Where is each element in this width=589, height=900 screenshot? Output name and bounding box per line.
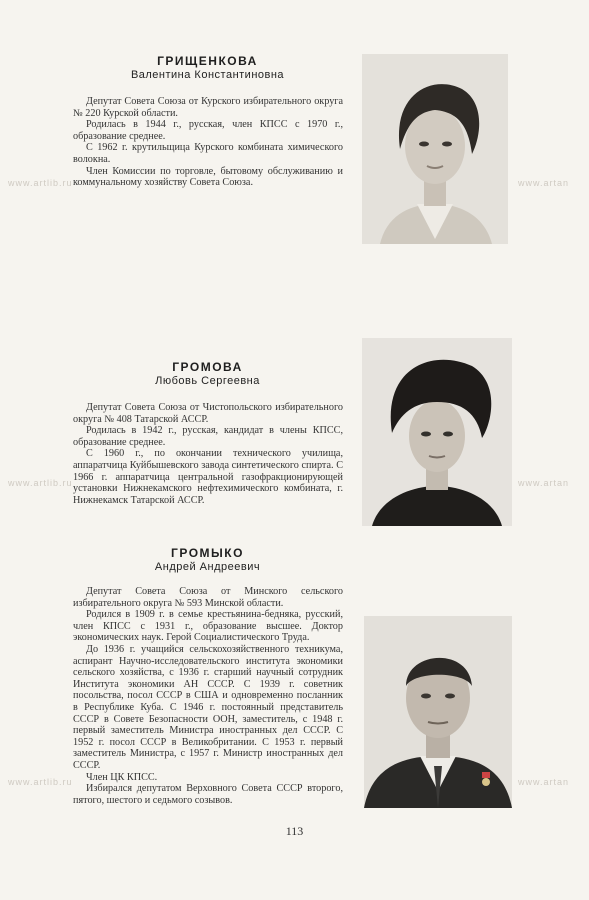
deputy-surname: ГРИЩЕНКОВА: [157, 54, 258, 68]
deputy-biography: [73, 402, 343, 506]
deputy-biography: [73, 96, 343, 189]
portrait-photo: [362, 54, 508, 244]
bio-paragraph: Депутат Совета Союза от Чистопольского избирательного округа № 408 Татарской АССР.: [73, 402, 343, 425]
bio-paragraph: Родилась в 1944 г., русская, член КПСС с 1970 г., образование среднее.: [73, 119, 343, 142]
deputy-surname: ГРОМОВА: [172, 360, 243, 374]
bio-paragraph: Родилась в 1942 г., русская, кандидат в члены КПСС, образование среднее.: [73, 425, 343, 448]
bio-paragraph: Избирался депутатом Верховного Совета СССР второго, пятого, шестого и седьмого созывов.: [73, 783, 343, 806]
portrait-photo: [364, 616, 512, 808]
deputy-given-name: Валентина Константиновна: [130, 69, 285, 81]
deputy-biography: [73, 586, 343, 806]
watermark-text: www.artlib.ru: [8, 178, 73, 188]
watermark-text: www.artlib.ru: [8, 777, 73, 787]
portrait-woman-2-image: [362, 338, 512, 526]
deputy-surname: ГРОМЫКО: [171, 546, 244, 560]
bio-paragraph: Член ЦК КПСС.: [86, 771, 158, 783]
watermark-text: www.artan: [518, 178, 570, 188]
bio-paragraph: С 1962 г. крутильщица Курского комбината химического волокна.: [73, 142, 343, 165]
bio-paragraph: Депутат Совета Союза от Курского избирательного округа № 220 Курской области.: [73, 96, 343, 119]
bio-paragraph: Депутат Совета Союза от Минского сельского избирательного округа № 593 Минской области.: [73, 586, 343, 609]
portrait-photo: [362, 338, 512, 526]
watermark-text: www.artan: [518, 777, 570, 787]
bio-paragraph: Член Комиссии по торговле, бытовому обслуживанию и коммунальному хозяйству Совета Союза.: [73, 165, 343, 189]
portrait-man-image: [364, 616, 512, 808]
watermark-text: www.artan: [518, 478, 570, 488]
watermark-text: www.artlib.ru: [8, 478, 73, 488]
bio-paragraph: Родился в 1909 г. в семье крестьянина-бедняка, русский, член КПСС с 1931 г., образование высшее. Доктор экономических наук. Герой Социалистического Труда.: [73, 609, 343, 644]
page-number: 113: [285, 824, 304, 838]
deputy-given-name: Андрей Андреевич: [154, 561, 261, 573]
bio-paragraph: До 1936 г. учащийся сельскохозяйственного техникума, аспирант Научно-исследовательского института экономики сельского хозяйства, с 1936 г. старший научный сотрудник Института экономики АН СССР. С 1939 г. советник посольства, посол СССР в США и одновременно посланник в Республике Куба. С 1946 г. постоянный представитель СССР в Совете Безопасности ООН, заместитель, с 1948 г. первый заместитель Министра иностранных дел СССР. С 1952 г. посол СССР в Великобритании. С 1953 г. первый заместитель Министра, с 1957 г. Министр иностранных дел СССР.: [73, 643, 343, 771]
portrait-woman-1-image: [362, 54, 508, 244]
deputy-given-name: Любовь Сергеевна: [155, 375, 260, 387]
bio-paragraph: С 1960 г., по окончании технического училища, аппаратчица Куйбышевского завода синтетического спирта. С 1966 г. аппаратчица центральной газофракционирующей установки Нижнекамского нефтехимического комбината, г. Нижнекамск Татарской АССР.: [73, 448, 343, 506]
